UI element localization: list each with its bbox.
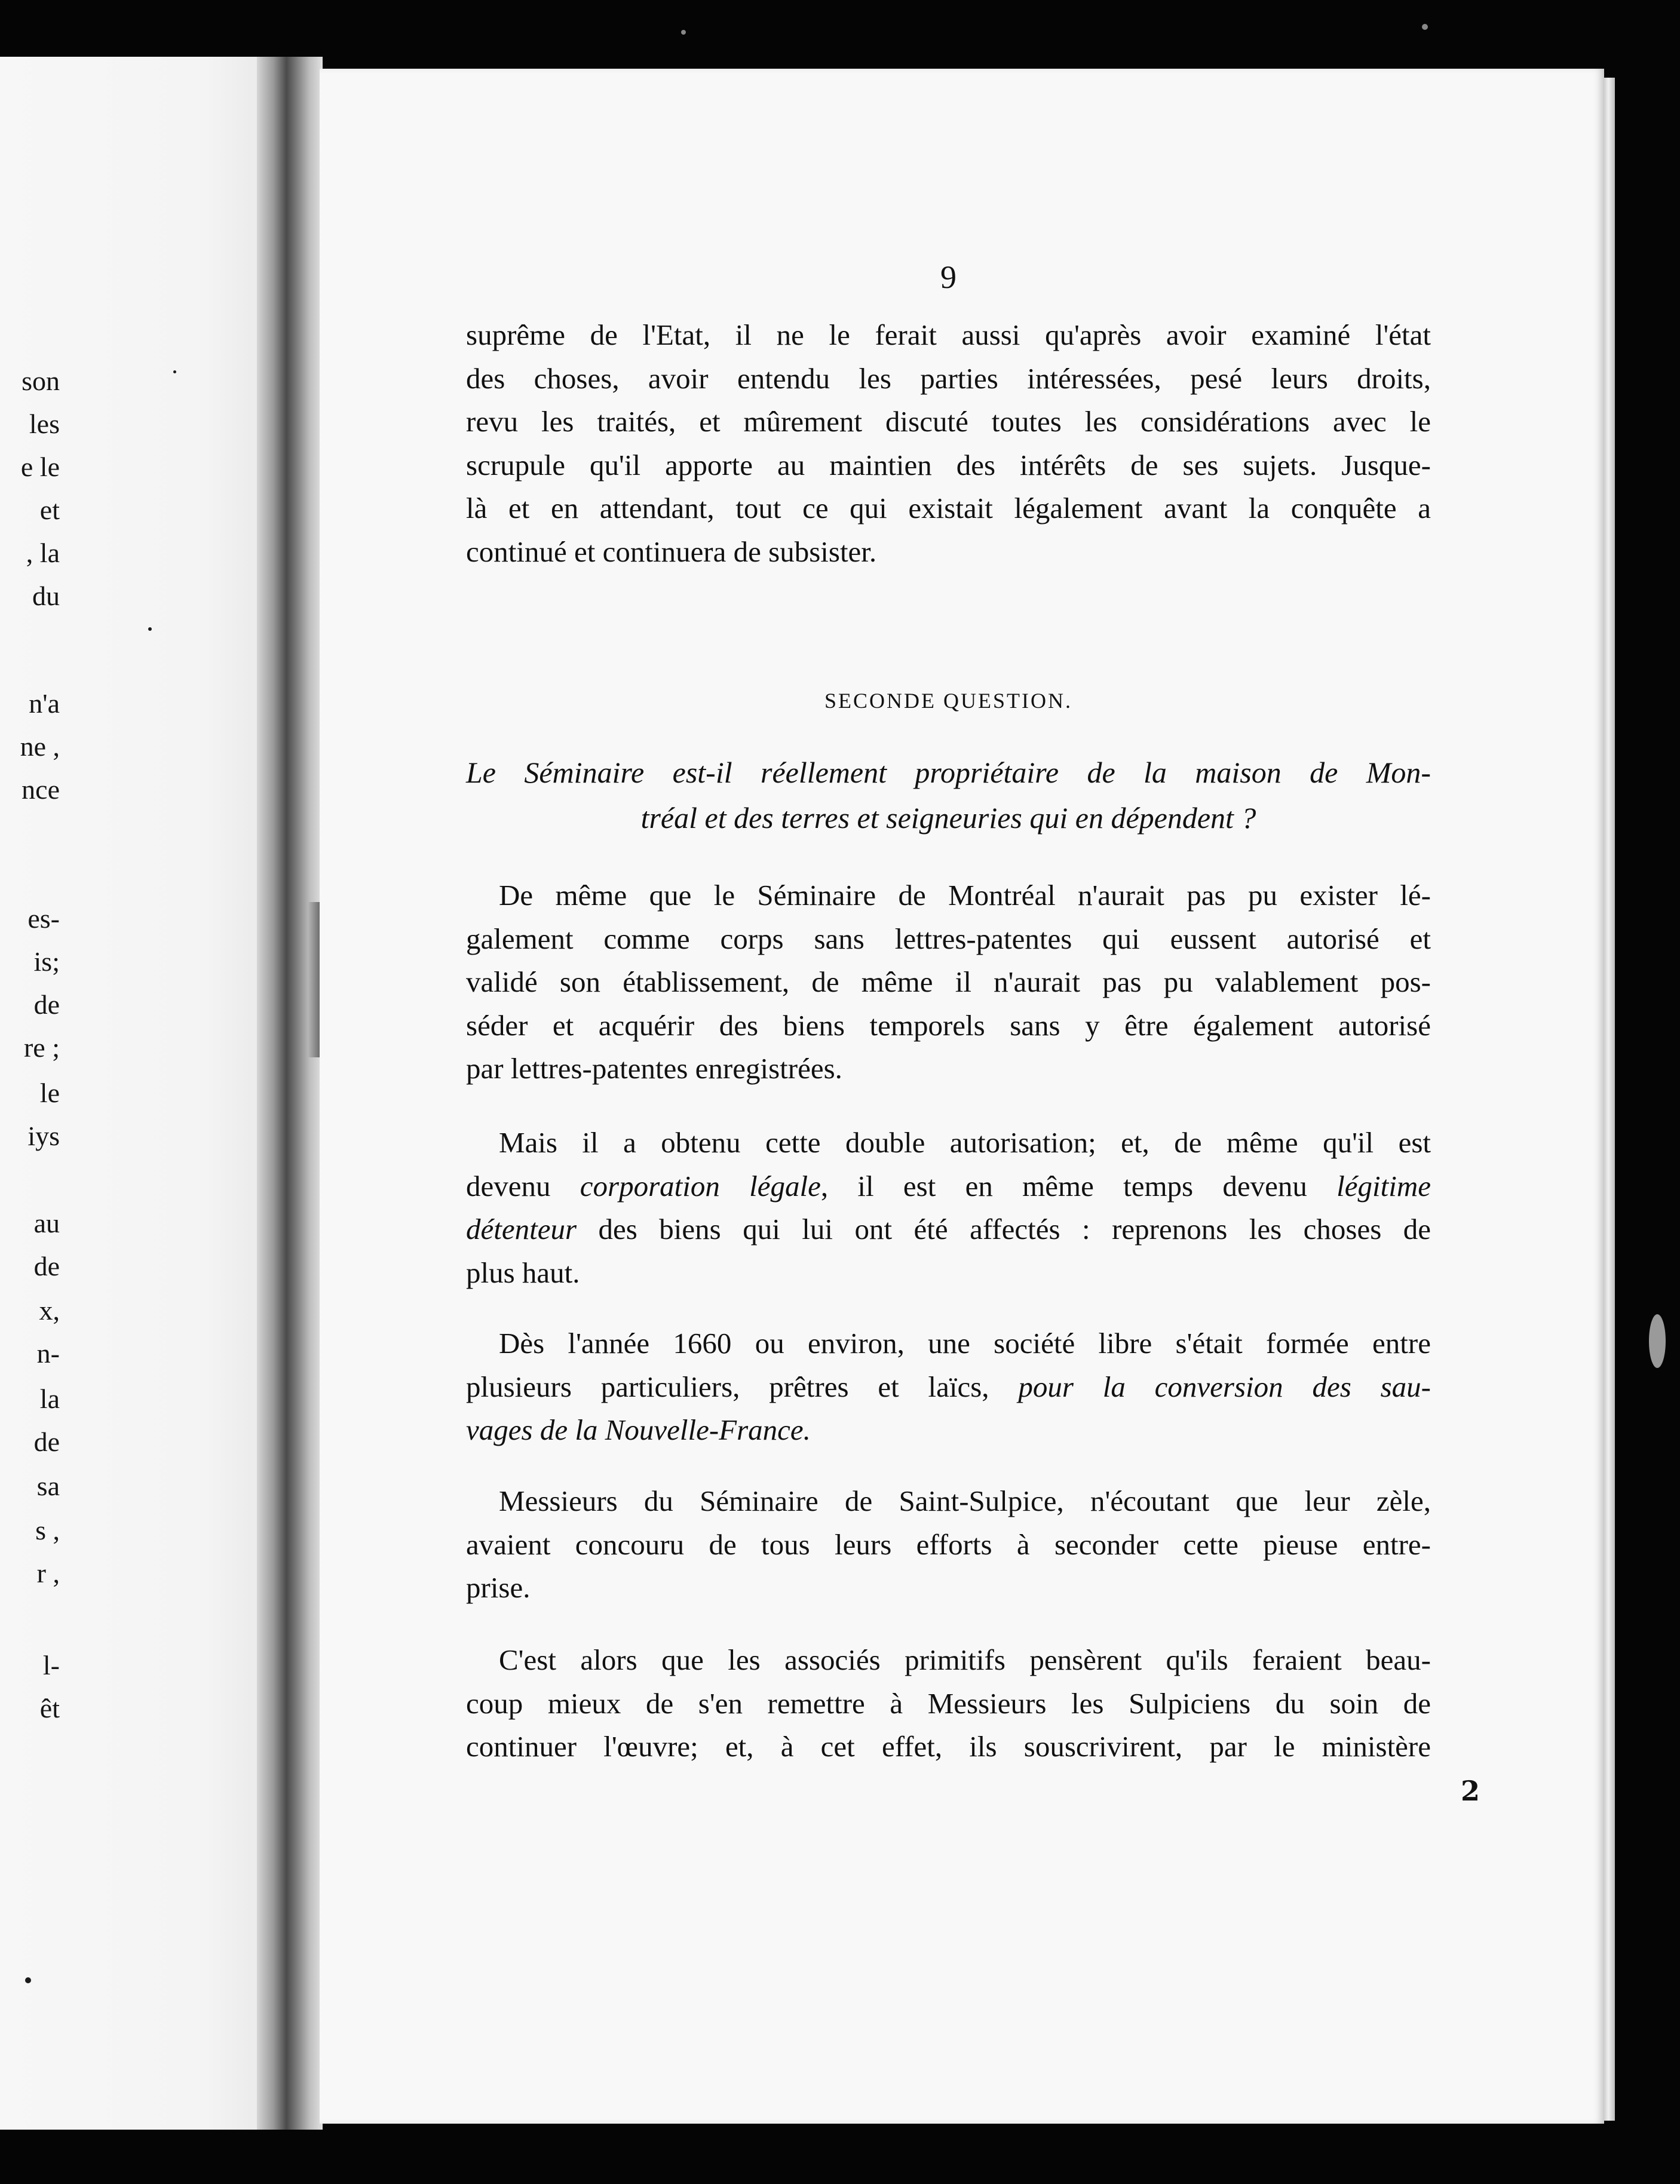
question-line: tréal et des terres et seigneuries qui en dépendent ? <box>640 801 1256 835</box>
section-heading: SECONDE QUESTION. <box>824 689 1072 713</box>
paragraph-3 <box>466 1121 1431 1295</box>
text-run: devenu <box>466 1169 580 1203</box>
fragment-text: es- <box>27 903 60 934</box>
fragment-text: êt <box>39 1693 60 1723</box>
fragment-text: x, <box>39 1295 60 1326</box>
fragment-text: son <box>22 366 60 396</box>
paragraph-6 <box>466 1639 1431 1769</box>
page-edge <box>1604 78 1615 2121</box>
fragment-text: au <box>33 1208 60 1238</box>
book-gutter <box>257 57 323 2130</box>
signature-mark: 2 <box>1461 1775 1480 1807</box>
italic-term: détenteur <box>466 1213 577 1246</box>
fragment-text: e le <box>20 452 60 482</box>
paragraph-1 <box>466 314 1431 573</box>
text-line: C'est alors que les associés primitifs pensèrent qu'ils feraient beau- <box>499 1643 1431 1676</box>
fragment-text: n- <box>36 1338 60 1369</box>
text-line: scrupule qu'il apporte au maintien des intérêts de ses sujets. Jusque- <box>466 448 1431 481</box>
text-line: des choses, avoir entendu les parties intéressées, pesé leurs droits, <box>466 361 1431 395</box>
text-line: continuer l'œuvre; et, à cet effet, ils souscrivirent, par le ministère <box>466 1730 1431 1763</box>
text-line: par lettres-patentes enregistrées. <box>466 1052 842 1085</box>
fragment-text: , la <box>26 538 60 568</box>
scan-speck <box>681 30 686 35</box>
scan-speck <box>25 1977 31 1983</box>
text-line: validé son établissement, de même il n'aurait pas pu valablement pos- <box>466 965 1431 998</box>
paragraph-2 <box>466 874 1431 1091</box>
scan-speck <box>173 370 176 373</box>
fragment-text: les <box>29 409 60 439</box>
text-line: galement comme corps sans lettres-patentes qui eussent autorisé et <box>466 922 1431 955</box>
fragment-text: nce <box>22 774 60 805</box>
text-run: plusieurs particuliers, prêtres et laïcs, <box>466 1370 1019 1403</box>
text-line <box>466 1366 1431 1409</box>
fragment-text: de <box>33 1251 60 1281</box>
text-line: continué et continuera de subsister. <box>466 535 877 568</box>
text-line: séder et acquérir des biens temporels sans y être également autorisé <box>466 1008 1431 1042</box>
previous-page-line-ends <box>0 57 60 2130</box>
paragraph-4 <box>466 1322 1431 1452</box>
paragraph-5 <box>466 1480 1431 1610</box>
fragment-text: la <box>39 1384 60 1414</box>
italic-term: corporation légale <box>580 1169 821 1203</box>
book-page <box>320 69 1604 2124</box>
fragment-text: le <box>39 1078 60 1108</box>
text-run: des biens qui lui ont été affectés : reprenons les choses de <box>577 1213 1431 1246</box>
fragment-text: de <box>33 1427 60 1457</box>
fragment-text: s , <box>35 1515 60 1545</box>
italic-term: pour la conversion des sau- <box>1018 1370 1431 1403</box>
text-line: revu les traités, et mûrement discuté toutes les considérations avec le <box>466 405 1431 438</box>
page-number: 9 <box>940 259 957 295</box>
fragment-text: iys <box>27 1121 60 1151</box>
text-line <box>466 1165 1431 1208</box>
fragment-text: re ; <box>23 1032 60 1063</box>
text-line: prise. <box>466 1571 531 1604</box>
text-line: De même que le Séminaire de Montréal n'aurait pas pu exister lé- <box>499 879 1431 912</box>
text-line: coup mieux de s'en remettre à Messieurs les Sulpiciens du soin de <box>466 1686 1431 1720</box>
text-run: , il est en même temps devenu <box>820 1169 1337 1203</box>
italic-term: vages de la Nouvelle-France. <box>466 1413 811 1446</box>
fragment-text: is; <box>33 946 60 977</box>
fragment-text: ne , <box>20 731 60 762</box>
fragment-text: et <box>39 495 60 525</box>
text-line: Dès l'année 1660 ou environ, une société libre s'était formée entre <box>499 1327 1431 1360</box>
previous-page-fragment <box>0 57 293 2130</box>
fragment-text: sa <box>36 1471 60 1501</box>
scan-speck <box>148 627 152 631</box>
fragment-text: du <box>32 581 60 611</box>
scan-speck <box>1649 1314 1666 1368</box>
text-line: plus haut. <box>466 1256 580 1289</box>
fragment-text: l- <box>42 1650 60 1680</box>
text-line <box>466 1409 1431 1452</box>
text-line <box>466 1208 1431 1251</box>
scan-speck <box>1422 24 1428 30</box>
italic-term: légitime <box>1336 1169 1431 1203</box>
text-line: Messieurs du Séminaire de Saint-Sulpice, n'écoutant que leur zèle, <box>499 1484 1431 1517</box>
fragment-text: de <box>33 989 60 1020</box>
fragment-text: r , <box>36 1558 60 1588</box>
question-heading <box>466 750 1431 841</box>
fragment-text: n'a <box>29 688 60 719</box>
text-line: là et en attendant, tout ce qui existait légalement avant la conquête a <box>466 492 1431 524</box>
text-line: suprême de l'Etat, il ne le ferait aussi qu'après avoir examiné l'état <box>466 318 1431 351</box>
text-line: avaient concouru de tous leurs efforts à seconder cette pieuse entre- <box>466 1527 1431 1561</box>
question-line: Le Séminaire est-il réellement propriétaire de la maison de Mon- <box>466 756 1431 789</box>
text-line: Mais il a obtenu cette double autorisation; et, de même qu'il est <box>499 1126 1431 1159</box>
